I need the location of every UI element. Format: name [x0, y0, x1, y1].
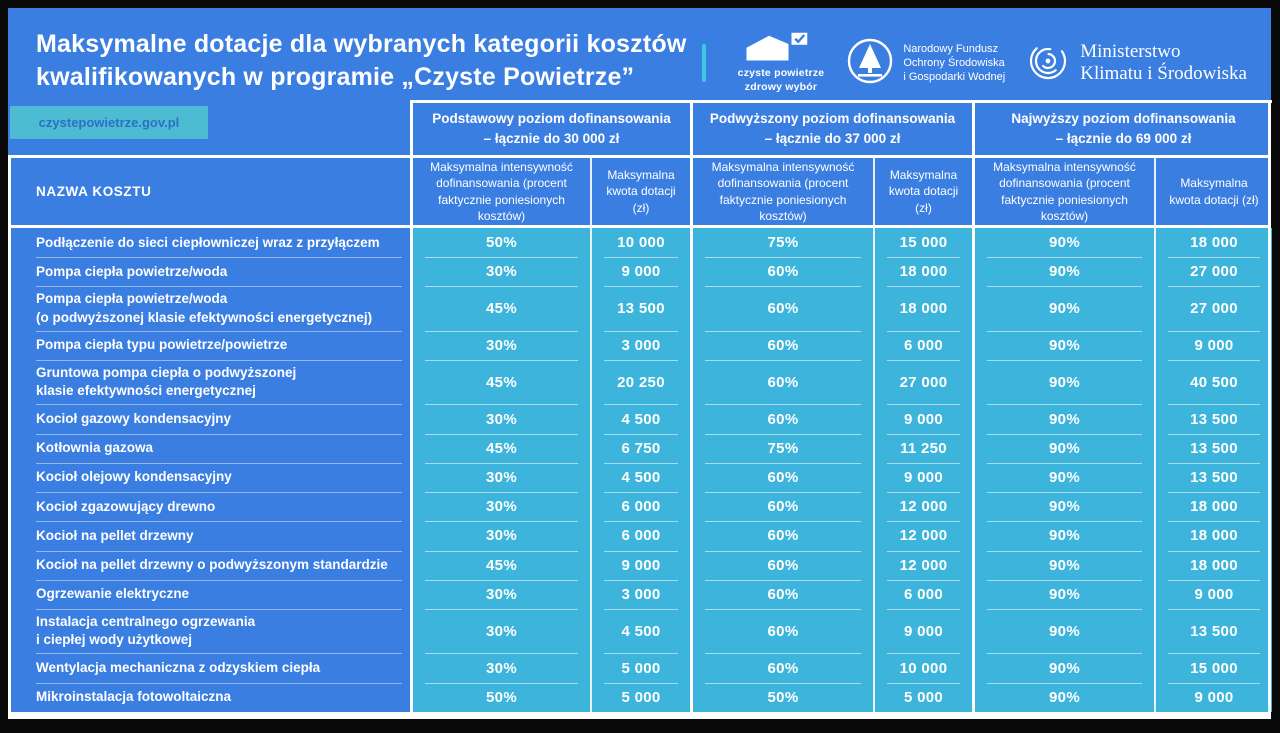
amount-cell: 9 000: [873, 404, 972, 433]
percent-cell: 60%: [690, 653, 873, 682]
amount-cell: 6 000: [590, 492, 690, 521]
amount-cell: 9 000: [1154, 683, 1272, 712]
cost-name-cell: [8, 521, 410, 550]
percent-cell: 60%: [690, 492, 873, 521]
subheader-amount-2: Maksymalna kwota dotacji (zł): [873, 158, 972, 225]
infographic-canvas: [8, 8, 1271, 719]
percent-cell: 30%: [410, 257, 590, 286]
name-column-header: NAZWA KOSZTU: [36, 184, 152, 199]
percent-cell: 45%: [410, 360, 590, 404]
subheader-row: [8, 155, 1271, 228]
percent-cell: 30%: [410, 580, 590, 609]
subheader-amount-3: Maksymalna kwota dotacji (zł): [1154, 158, 1272, 225]
percent-cell: 50%: [410, 683, 590, 712]
percent-cell: 30%: [410, 331, 590, 360]
amount-cell: 6 000: [873, 331, 972, 360]
amount-cell: 5 000: [590, 683, 690, 712]
table-body: [8, 228, 1271, 712]
percent-cell: 90%: [972, 404, 1154, 433]
cost-name-cell: [8, 228, 410, 257]
amount-cell: 10 000: [873, 653, 972, 682]
cost-name-line: Ogrzewanie elektryczne: [36, 586, 190, 602]
amount-cell: 13 500: [590, 286, 690, 330]
cost-name-line: Instalacja centralnego ogrzewania: [36, 614, 256, 630]
table-row: [8, 521, 1271, 550]
percent-cell: 30%: [410, 404, 590, 433]
amount-cell: 6 000: [590, 521, 690, 550]
amount-cell: 4 500: [590, 404, 690, 433]
cost-name-line: Kocioł zgazowujący drewno: [36, 498, 216, 514]
percent-cell: 45%: [410, 286, 590, 330]
subheader-amount-1: Maksymalna kwota dotacji (zł): [590, 158, 690, 225]
table-row: [8, 331, 1271, 360]
table-row: [8, 257, 1271, 286]
percent-cell: 90%: [972, 492, 1154, 521]
cost-name-line: Kocioł olejowy kondensacyjny: [36, 469, 232, 485]
table-row: [8, 580, 1271, 609]
amount-cell: 3 000: [590, 580, 690, 609]
amount-cell: 6 000: [873, 580, 972, 609]
amount-cell: 13 500: [1154, 463, 1272, 492]
cost-name-line: Kocioł na pellet drzewny: [36, 527, 194, 543]
percent-cell: 90%: [972, 463, 1154, 492]
amount-cell: 10 000: [590, 228, 690, 257]
amount-cell: 6 750: [590, 434, 690, 463]
percent-cell: 30%: [410, 521, 590, 550]
page-title-line1: Maksymalne dotacje dla wybranych kategorii kosztów: [36, 30, 687, 58]
group-title: Podwyższony poziom dofinansowania: [709, 111, 956, 127]
table-row: [8, 434, 1271, 463]
subheader-intensity-1: Maksymalna intensywność dofinansowania (procent faktycznie poniesionych kosztów): [410, 158, 590, 225]
percent-cell: 30%: [410, 609, 590, 653]
amount-cell: 4 500: [590, 609, 690, 653]
cost-name-cell: [8, 463, 410, 492]
cost-name-cell: [8, 360, 410, 404]
amount-cell: 9 000: [590, 551, 690, 580]
amount-cell: 15 000: [873, 228, 972, 257]
group-subtitle: – łącznie do 69 000 zł: [1055, 131, 1192, 146]
amount-cell: 9 000: [1154, 331, 1272, 360]
group-header-1: [410, 100, 690, 155]
group-subtitle: – łącznie do 30 000 zł: [483, 131, 620, 146]
group-title: Podstawowy poziom dofinansowania: [432, 111, 671, 127]
cost-name-line: i ciepłej wody użytkowej: [36, 632, 193, 648]
percent-cell: 45%: [410, 434, 590, 463]
czyste-powietrze-logo-text1: czyste powietrze: [737, 67, 825, 80]
cost-name-line: Gruntowa pompa ciepła o podwyższonej: [36, 365, 297, 381]
cost-name-cell: [8, 492, 410, 521]
amount-cell: 18 000: [1154, 492, 1272, 521]
amount-cell: 18 000: [1154, 228, 1272, 257]
cost-name-line: Podłączenie do sieci ciepłowniczej wraz z przyłączem: [36, 234, 380, 250]
cost-name-cell: [8, 286, 410, 330]
percent-cell: 60%: [690, 360, 873, 404]
percent-cell: 50%: [690, 683, 873, 712]
amount-cell: 3 000: [590, 331, 690, 360]
percent-cell: 90%: [972, 653, 1154, 682]
subheader-intensity-3: Maksymalna intensywność dofinansowania (procent faktycznie poniesionych kosztów): [972, 158, 1154, 225]
amount-cell: 18 000: [1154, 551, 1272, 580]
cost-name-line: (o podwyższonej klasie efektywności energetycznej): [36, 309, 373, 325]
page-title-line2: kwalifikowanych w programie „Czyste Powietrze”: [36, 63, 635, 91]
cost-name-line: Pompa ciepła powietrze/woda: [36, 291, 228, 307]
percent-cell: 75%: [690, 434, 873, 463]
group-header-2: [690, 100, 972, 155]
percent-cell: 60%: [690, 404, 873, 433]
cost-name-cell: [8, 404, 410, 433]
amount-cell: 9 000: [1154, 580, 1272, 609]
nfosigw-tree-icon: [846, 37, 894, 90]
percent-cell: 90%: [972, 551, 1154, 580]
amount-cell: 5 000: [873, 683, 972, 712]
amount-cell: 13 500: [1154, 404, 1272, 433]
amount-cell: 9 000: [873, 609, 972, 653]
amount-cell: 40 500: [1154, 360, 1272, 404]
cost-name-cell: [8, 609, 410, 653]
cost-name-line: Mikroinstalacja fotowoltaiczna: [36, 689, 232, 705]
cost-name-cell: [8, 257, 410, 286]
cost-name-cell: [8, 331, 410, 360]
percent-cell: 90%: [972, 257, 1154, 286]
percent-cell: 90%: [972, 434, 1154, 463]
percent-cell: 75%: [690, 228, 873, 257]
amount-cell: 4 500: [590, 463, 690, 492]
cost-name-cell: [8, 653, 410, 682]
table-row: [8, 653, 1271, 682]
cost-name-line: Pompa ciepła typu powietrze/powietrze: [36, 337, 288, 353]
amount-cell: 12 000: [873, 551, 972, 580]
table-row: [8, 228, 1271, 257]
percent-cell: 90%: [972, 360, 1154, 404]
percent-cell: 30%: [410, 492, 590, 521]
amount-cell: 12 000: [873, 492, 972, 521]
cost-name-line: Pompa ciepła powietrze/woda: [36, 263, 228, 279]
ministry-fingerprint-icon: [1027, 40, 1069, 87]
amount-cell: 18 000: [873, 286, 972, 330]
percent-cell: 60%: [690, 463, 873, 492]
cost-name-cell: [8, 551, 410, 580]
table-row: [8, 492, 1271, 521]
amount-cell: 13 500: [1154, 434, 1272, 463]
ministry-logo-text: Ministerstwo Klimatu i Środowiska: [1080, 40, 1247, 84]
czyste-powietrze-logo: [738, 32, 825, 93]
percent-cell: 30%: [410, 463, 590, 492]
amount-cell: 13 500: [1154, 609, 1272, 653]
percent-cell: 50%: [410, 228, 590, 257]
percent-cell: 90%: [972, 521, 1154, 550]
amount-cell: 20 250: [590, 360, 690, 404]
group-header-3: [972, 100, 1272, 155]
table-row: [8, 404, 1271, 433]
table-row: [8, 360, 1271, 404]
percent-cell: 60%: [690, 331, 873, 360]
table-row: [8, 286, 1271, 330]
logo-bar: [702, 32, 1247, 94]
percent-cell: 90%: [972, 683, 1154, 712]
table-row: [8, 683, 1271, 712]
amount-cell: 15 000: [1154, 653, 1272, 682]
amount-cell: 11 250: [873, 434, 972, 463]
cost-name-line: klasie efektywności energetycznej: [36, 383, 256, 399]
nfosigw-logo: [846, 37, 1005, 90]
table-left-border: [8, 155, 11, 712]
page-title: [36, 28, 687, 94]
percent-cell: 90%: [972, 580, 1154, 609]
percent-cell: 90%: [972, 609, 1154, 653]
cost-name-line: Wentylacja mechaniczna z odzyskiem ciepła: [36, 659, 321, 675]
percent-cell: 90%: [972, 286, 1154, 330]
group-subtitle: – łącznie do 37 000 zł: [764, 131, 901, 146]
amount-cell: 9 000: [873, 463, 972, 492]
logo-divider-bar: [702, 44, 706, 82]
amount-cell: 9 000: [590, 257, 690, 286]
amount-cell: 18 000: [1154, 521, 1272, 550]
percent-cell: 60%: [690, 609, 873, 653]
grants-table: [8, 100, 1271, 712]
cost-name-line: Kocioł na pellet drzewny o podwyższonym standardzie: [36, 557, 388, 573]
percent-cell: 45%: [410, 551, 590, 580]
percent-cell: 60%: [690, 286, 873, 330]
amount-cell: 18 000: [873, 257, 972, 286]
table-row: [8, 463, 1271, 492]
subheader-intensity-2: Maksymalna intensywność dofinansowania (procent faktycznie poniesionych kosztów): [690, 158, 873, 225]
percent-cell: 60%: [690, 551, 873, 580]
house-check-icon: [743, 32, 819, 67]
amount-cell: 27 000: [873, 360, 972, 404]
site-url-badge[interactable]: czystepowietrze.gov.pl: [10, 106, 208, 139]
cost-name-cell: [8, 683, 410, 712]
percent-cell: 60%: [690, 521, 873, 550]
czyste-powietrze-logo-text2: zdrowy wybór: [744, 80, 818, 93]
percent-cell: 60%: [690, 257, 873, 286]
cost-name-line: Kotłownia gazowa: [36, 440, 154, 456]
cost-name-line: Kocioł gazowy kondensacyjny: [36, 410, 232, 426]
percent-cell: 30%: [410, 653, 590, 682]
table-row: [8, 609, 1271, 653]
cost-name-cell: [8, 434, 410, 463]
group-header-row: [410, 100, 1271, 155]
ministry-logo: [1027, 40, 1247, 87]
percent-cell: 90%: [972, 331, 1154, 360]
amount-cell: 27 000: [1154, 257, 1272, 286]
percent-cell: 60%: [690, 580, 873, 609]
amount-cell: 12 000: [873, 521, 972, 550]
group-title: Najwyższy poziom dofinansowania: [1011, 111, 1236, 127]
cost-name-cell: [8, 580, 410, 609]
amount-cell: 5 000: [590, 653, 690, 682]
percent-cell: 90%: [972, 228, 1154, 257]
table-right-border: [1268, 100, 1271, 712]
nfosigw-logo-text: Narodowy Fundusz Ochrony Środowiska i Gospodarki Wodnej: [903, 42, 1006, 84]
amount-cell: 27 000: [1154, 286, 1272, 330]
table-row: [8, 551, 1271, 580]
